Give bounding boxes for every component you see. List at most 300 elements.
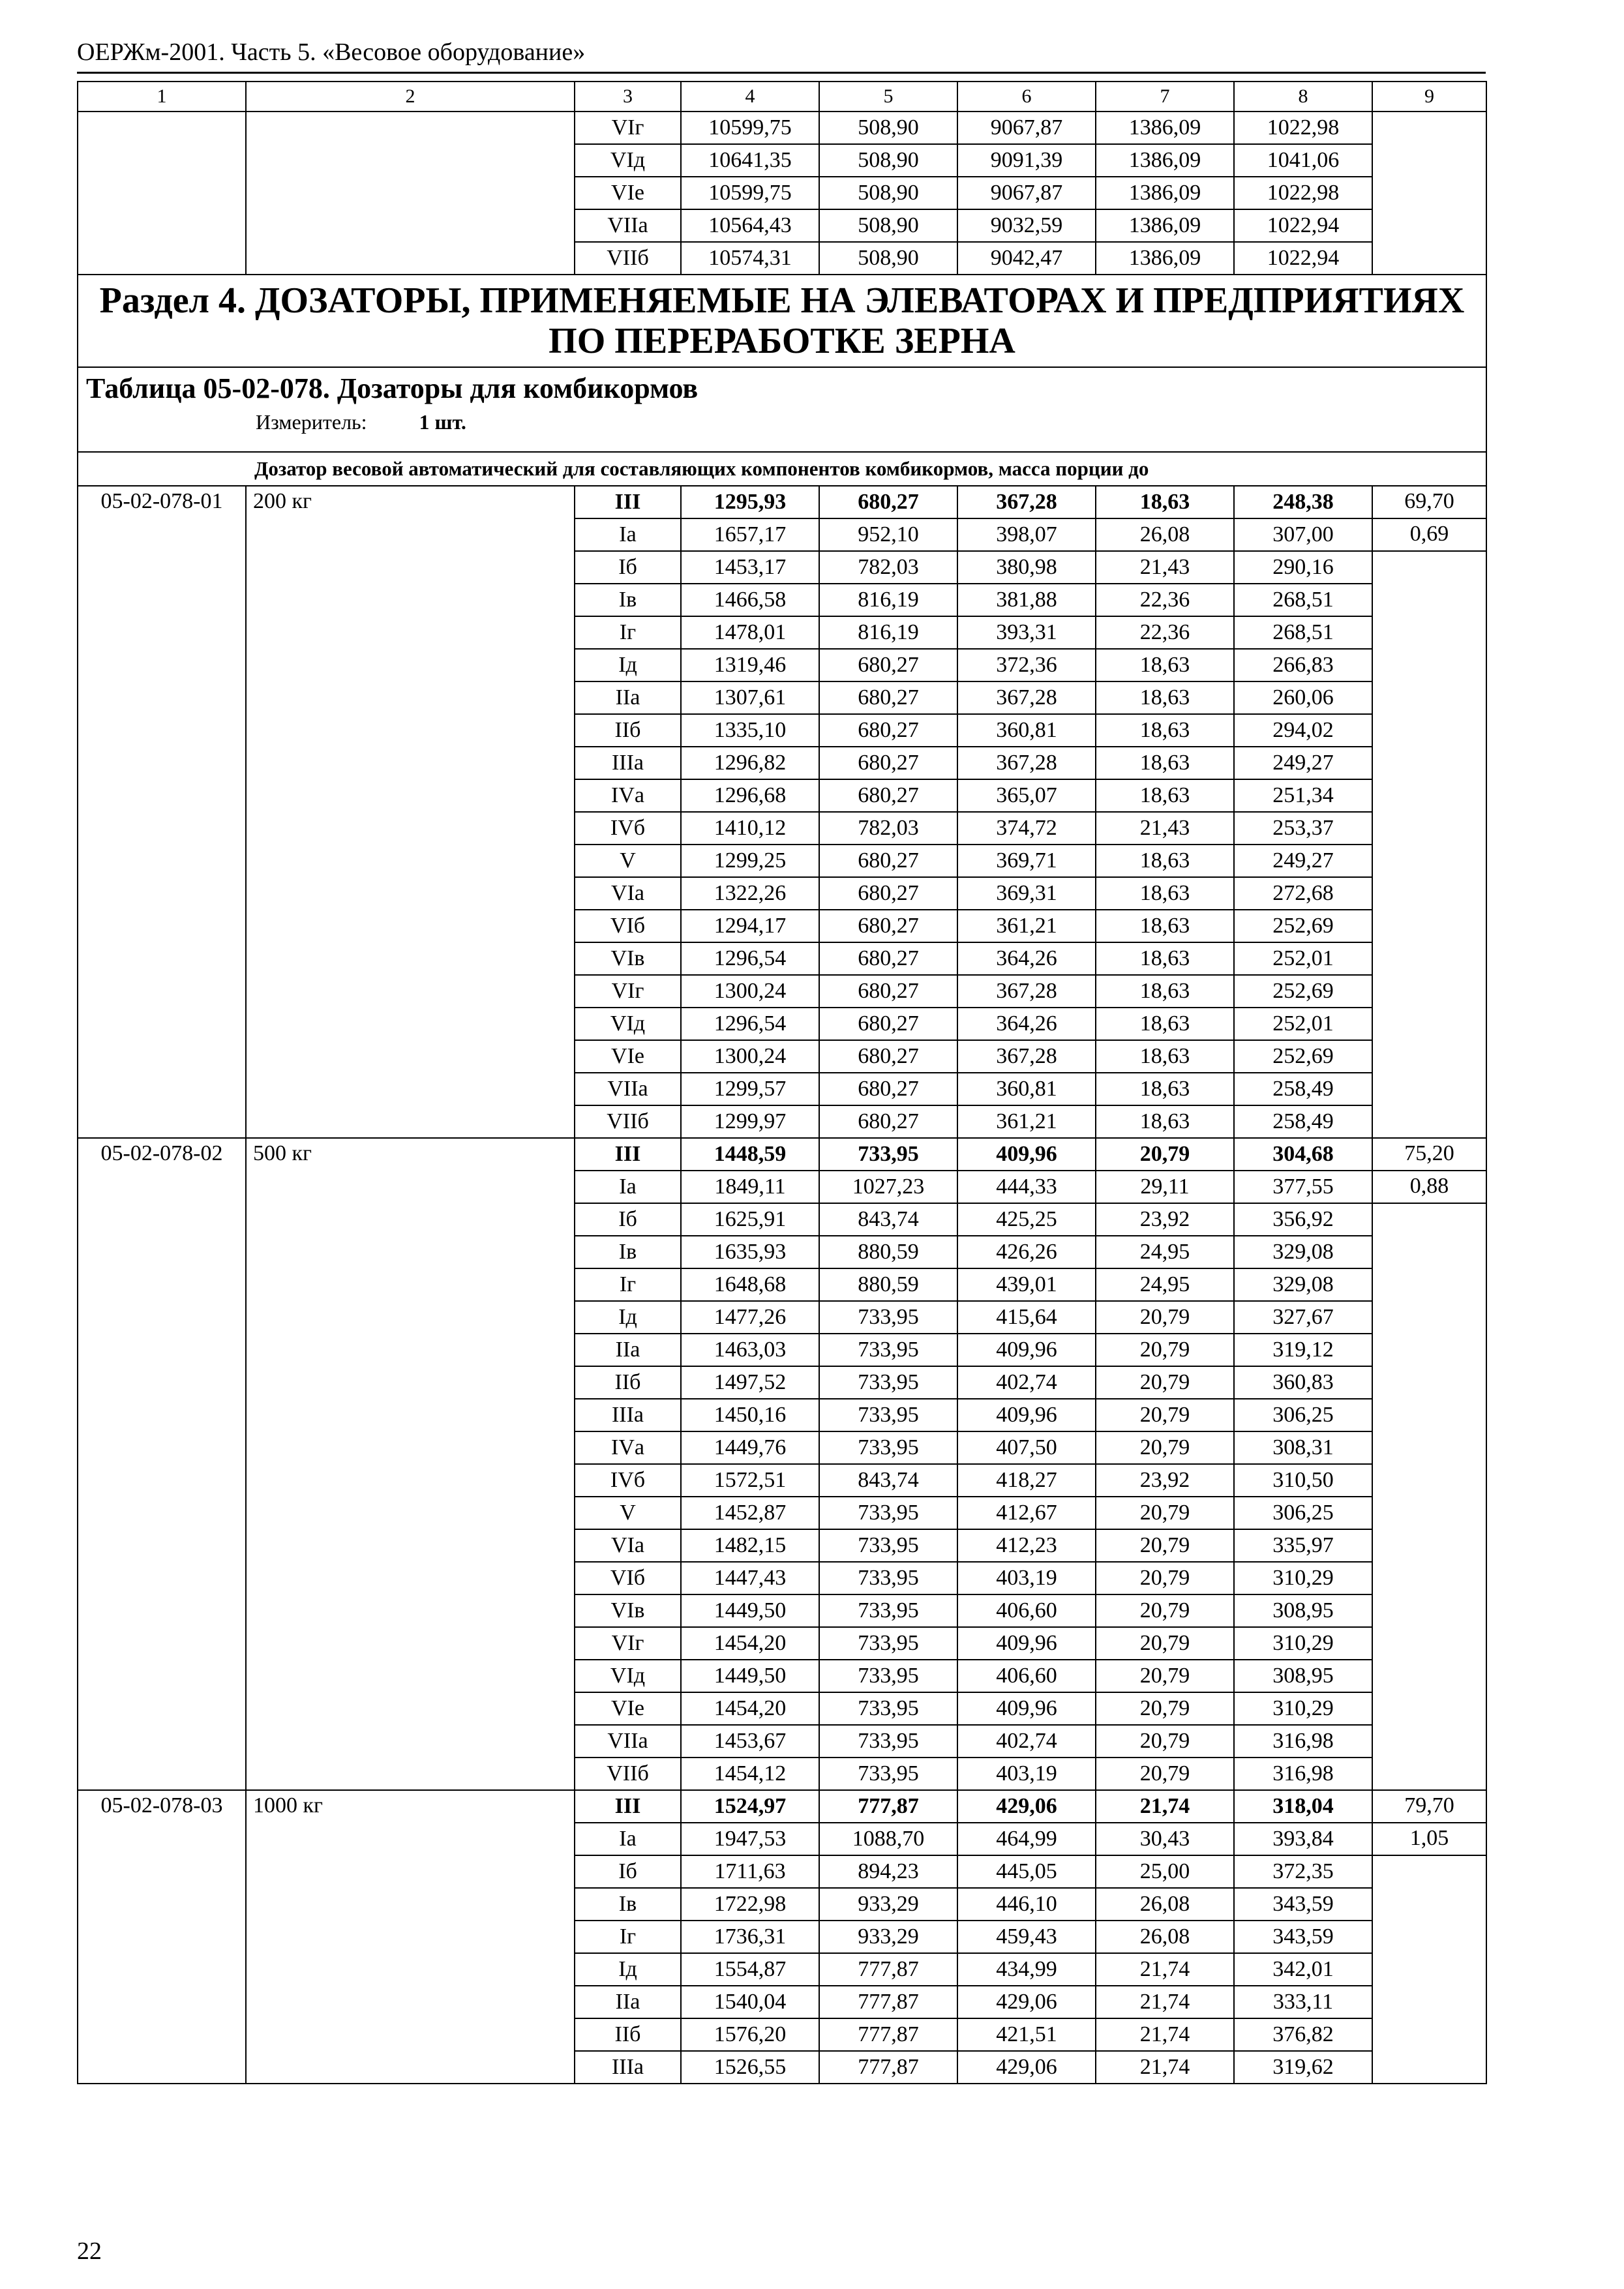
value-cell: 18,63 [1096,779,1234,812]
value-cell: 409,96 [957,1627,1096,1660]
empty-coef-cell [1372,551,1486,1138]
value-cell: 1635,93 [681,1236,819,1268]
value-cell: 733,95 [819,1366,957,1399]
value-cell: 421,51 [957,2018,1096,2051]
table-row [78,1790,1486,1823]
region-cell: IIб [575,714,681,747]
region-cell: VIг [575,975,681,1008]
value-cell: 21,43 [1096,551,1234,584]
value-cell: 880,59 [819,1236,957,1268]
value-cell: 1088,70 [819,1823,957,1855]
value-cell: 1947,53 [681,1823,819,1855]
value-cell: 367,28 [957,975,1096,1008]
value-cell: 680,27 [819,714,957,747]
value-cell: 360,83 [1234,1366,1372,1399]
value-cell: 407,50 [957,1431,1096,1464]
measure-label: Измеритель: [256,410,367,434]
measure-line [86,410,1478,434]
value-cell: 1386,09 [1096,177,1234,209]
value-cell: 429,06 [957,2051,1096,2084]
region-cell: IIIа [575,1399,681,1431]
value-cell: 403,19 [957,1758,1096,1790]
region-cell: III [575,1790,681,1823]
value-cell: 508,90 [819,144,957,177]
measure-value: 1 шт. [419,410,466,434]
value-cell: 1452,87 [681,1497,819,1529]
value-cell: 10599,75 [681,112,819,144]
value-cell: 777,87 [819,1790,957,1823]
region-cell: IIIа [575,747,681,779]
value-cell: 367,28 [957,747,1096,779]
value-cell: 369,71 [957,845,1096,877]
region-cell: Iа [575,1171,681,1203]
value-cell: 342,01 [1234,1953,1372,1986]
value-cell: 9032,59 [957,209,1096,242]
value-cell: 18,63 [1096,1008,1234,1040]
region-cell: IIб [575,1366,681,1399]
value-cell: 680,27 [819,910,957,942]
value-cell: 402,74 [957,1366,1096,1399]
value-cell: 1386,09 [1096,209,1234,242]
region-cell: VIе [575,1692,681,1725]
page-number: 22 [77,2237,102,2265]
empty-code-cell [78,112,246,275]
value-cell: 733,95 [819,1301,957,1334]
region-cell: IVа [575,1431,681,1464]
value-cell: 733,95 [819,1431,957,1464]
rate-name: 500 кг [246,1138,575,1790]
value-cell: 20,79 [1096,1366,1234,1399]
value-cell: 1299,25 [681,845,819,877]
value-cell: 18,63 [1096,747,1234,779]
rates-table-body [78,82,1486,2084]
value-cell: 20,79 [1096,1399,1234,1431]
region-cell: VIа [575,877,681,910]
value-cell: 316,98 [1234,1758,1372,1790]
value-cell: 29,11 [1096,1171,1234,1203]
value-cell: 306,25 [1234,1497,1372,1529]
value-cell: 18,63 [1096,845,1234,877]
region-cell: Iб [575,551,681,584]
value-cell: 335,97 [1234,1529,1372,1562]
value-cell: 20,79 [1096,1692,1234,1725]
value-cell: 307,00 [1234,518,1372,551]
rate-name: 200 кг [246,486,575,1138]
value-cell: 22,36 [1096,584,1234,616]
value-cell: 18,63 [1096,486,1234,518]
value-cell: 412,67 [957,1497,1096,1529]
region-cell: Iа [575,518,681,551]
region-cell: VIIб [575,1105,681,1138]
region-cell: Iд [575,1301,681,1334]
value-cell: 369,31 [957,877,1096,910]
value-cell: 1722,98 [681,1888,819,1921]
value-cell: 1448,59 [681,1138,819,1171]
value-cell: 18,63 [1096,942,1234,975]
value-cell: 20,79 [1096,1138,1234,1171]
value-cell: 252,69 [1234,975,1372,1008]
region-cell: IIIа [575,2051,681,2084]
value-cell: 20,79 [1096,1594,1234,1627]
value-cell: 434,99 [957,1953,1096,1986]
value-cell: 1022,98 [1234,177,1372,209]
empty-name-cell [246,112,575,275]
region-cell: Iг [575,616,681,649]
page-header-title: ОЕРЖм-2001. Часть 5. «Весовое оборудование» [77,38,586,66]
value-cell: 380,98 [957,551,1096,584]
value-cell: 680,27 [819,975,957,1008]
region-cell: Iа [575,1823,681,1855]
value-cell: 508,90 [819,242,957,275]
value-cell: 680,27 [819,1040,957,1073]
value-cell: 733,95 [819,1692,957,1725]
value-cell: 464,99 [957,1823,1096,1855]
value-cell: 1648,68 [681,1268,819,1301]
table-subtitle: Дозатор весовой автоматический для составляющих компонентов комбикормов, масса порции до [78,452,1486,486]
region-cell: VIе [575,1040,681,1073]
value-cell: 777,87 [819,1986,957,2018]
value-cell: 377,55 [1234,1171,1372,1203]
value-cell: 310,50 [1234,1464,1372,1497]
value-cell: 1450,16 [681,1399,819,1431]
region-cell: IVа [575,779,681,812]
coef-cell: 0,69 [1372,518,1486,551]
value-cell: 1625,91 [681,1203,819,1236]
section-title: Раздел 4. ДОЗАТОРЫ, ПРИМЕНЯЕМЫЕ НА ЭЛЕВАТОРАХ И ПРЕДПРИЯТИЯХ ПО ПЕРЕРАБОТКЕ ЗЕРНА [78,275,1486,367]
value-cell: 367,28 [957,486,1096,518]
value-cell: 1299,57 [681,1073,819,1105]
coef-cell: 1,05 [1372,1823,1486,1855]
rates-table [77,81,1487,2084]
region-cell: V [575,845,681,877]
value-cell: 1454,20 [681,1627,819,1660]
value-cell: 1477,26 [681,1301,819,1334]
region-cell: VIIа [575,1073,681,1105]
value-cell: 318,04 [1234,1790,1372,1823]
value-cell: 20,79 [1096,1562,1234,1594]
value-cell: 439,01 [957,1268,1096,1301]
value-cell: 268,51 [1234,616,1372,649]
value-cell: 310,29 [1234,1692,1372,1725]
region-cell: VIд [575,1008,681,1040]
value-cell: 23,92 [1096,1464,1234,1497]
value-cell: 1027,23 [819,1171,957,1203]
value-cell: 816,19 [819,584,957,616]
rate-code: 05-02-078-02 [78,1138,246,1790]
value-cell: 316,98 [1234,1725,1372,1758]
column-number: 8 [1234,82,1372,112]
value-cell: 1482,15 [681,1529,819,1562]
value-cell: 1466,58 [681,584,819,616]
value-cell: 1478,01 [681,616,819,649]
value-cell: 343,59 [1234,1921,1372,1953]
value-cell: 24,95 [1096,1236,1234,1268]
value-cell: 248,38 [1234,486,1372,518]
value-cell: 304,68 [1234,1138,1372,1171]
value-cell: 733,95 [819,1594,957,1627]
value-cell: 252,69 [1234,1040,1372,1073]
region-cell: VIIб [575,242,681,275]
value-cell: 258,49 [1234,1105,1372,1138]
value-cell: 393,84 [1234,1823,1372,1855]
value-cell: 1386,09 [1096,112,1234,144]
value-cell: 9042,47 [957,242,1096,275]
table-title: Таблица 05-02-078. Дозаторы для комбикормов [86,372,699,404]
region-cell: Iг [575,1268,681,1301]
region-cell: VIд [575,144,681,177]
value-cell: 1463,03 [681,1334,819,1366]
value-cell: 777,87 [819,2051,957,2084]
value-cell: 777,87 [819,1953,957,1986]
value-cell: 880,59 [819,1268,957,1301]
region-cell: Iв [575,1888,681,1921]
region-cell: Iг [575,1921,681,1953]
value-cell: 308,31 [1234,1431,1372,1464]
column-number: 2 [246,82,575,112]
value-cell: 418,27 [957,1464,1096,1497]
value-cell: 20,79 [1096,1627,1234,1660]
region-cell: III [575,486,681,518]
value-cell: 733,95 [819,1497,957,1529]
value-cell: 360,81 [957,714,1096,747]
column-number: 9 [1372,82,1486,112]
value-cell: 249,27 [1234,747,1372,779]
value-cell: 372,35 [1234,1855,1372,1888]
value-cell: 10641,35 [681,144,819,177]
value-cell: 18,63 [1096,681,1234,714]
value-cell: 1657,17 [681,518,819,551]
value-cell: 933,29 [819,1888,957,1921]
value-cell: 18,63 [1096,649,1234,681]
value-cell: 26,08 [1096,518,1234,551]
column-number: 1 [78,82,246,112]
value-cell: 364,26 [957,1008,1096,1040]
value-cell: 1299,97 [681,1105,819,1138]
value-cell: 1386,09 [1096,144,1234,177]
value-cell: 376,82 [1234,2018,1372,2051]
empty-coef-cell [1372,1203,1486,1790]
region-cell: VIIа [575,1725,681,1758]
value-cell: 18,63 [1096,1073,1234,1105]
region-cell: VIIб [575,1758,681,1790]
value-cell: 329,08 [1234,1236,1372,1268]
value-cell: 733,95 [819,1660,957,1692]
column-number: 6 [957,82,1096,112]
region-cell: V [575,1497,681,1529]
value-cell: 680,27 [819,877,957,910]
value-cell: 1300,24 [681,975,819,1008]
value-cell: 290,16 [1234,551,1372,584]
value-cell: 1296,54 [681,942,819,975]
value-cell: 252,01 [1234,1008,1372,1040]
value-cell: 733,95 [819,1562,957,1594]
column-number-row [78,82,1486,112]
value-cell: 680,27 [819,747,957,779]
coef-cell: 0,88 [1372,1171,1486,1203]
coef-cell: 79,70 [1372,1790,1486,1823]
value-cell: 18,63 [1096,1040,1234,1073]
table-title-row [78,367,1486,452]
table-subtitle-row [78,452,1486,486]
region-cell: Iв [575,1236,681,1268]
value-cell: 258,49 [1234,1073,1372,1105]
value-cell: 21,43 [1096,812,1234,845]
value-cell: 733,95 [819,1725,957,1758]
value-cell: 409,96 [957,1399,1096,1431]
region-cell: Iд [575,1953,681,1986]
region-cell: IIа [575,681,681,714]
value-cell: 1386,09 [1096,242,1234,275]
value-cell: 22,36 [1096,616,1234,649]
value-cell: 310,29 [1234,1627,1372,1660]
value-cell: 680,27 [819,649,957,681]
value-cell: 1447,43 [681,1562,819,1594]
value-cell: 680,27 [819,1008,957,1040]
value-cell: 327,67 [1234,1301,1372,1334]
value-cell: 1453,17 [681,551,819,584]
value-cell: 1736,31 [681,1921,819,1953]
value-cell: 1022,98 [1234,112,1372,144]
value-cell: 18,63 [1096,877,1234,910]
value-cell: 21,74 [1096,1986,1234,2018]
value-cell: 933,29 [819,1921,957,1953]
value-cell: 1319,46 [681,649,819,681]
value-cell: 1449,50 [681,1660,819,1692]
value-cell: 253,37 [1234,812,1372,845]
value-cell: 20,79 [1096,1301,1234,1334]
value-cell: 393,31 [957,616,1096,649]
region-cell: IVб [575,1464,681,1497]
value-cell: 1300,24 [681,1040,819,1073]
value-cell: 319,62 [1234,2051,1372,2084]
value-cell: 10574,31 [681,242,819,275]
value-cell: 9067,87 [957,112,1096,144]
value-cell: 251,34 [1234,779,1372,812]
value-cell: 444,33 [957,1171,1096,1203]
value-cell: 249,27 [1234,845,1372,877]
region-cell: Iв [575,584,681,616]
value-cell: 1295,93 [681,486,819,518]
value-cell: 782,03 [819,812,957,845]
empty-coef-cell [1372,112,1486,275]
value-cell: 20,79 [1096,1529,1234,1562]
region-cell: Iб [575,1855,681,1888]
value-cell: 18,63 [1096,910,1234,942]
value-cell: 367,28 [957,1040,1096,1073]
value-cell: 403,19 [957,1562,1096,1594]
empty-coef-cell [1372,1855,1486,2084]
value-cell: 268,51 [1234,584,1372,616]
value-cell: 459,43 [957,1921,1096,1953]
value-cell: 18,63 [1096,1105,1234,1138]
value-cell: 367,28 [957,681,1096,714]
value-cell: 1296,68 [681,779,819,812]
value-cell: 1041,06 [1234,144,1372,177]
region-cell: IVб [575,812,681,845]
value-cell: 680,27 [819,845,957,877]
value-cell: 10564,43 [681,209,819,242]
value-cell: 429,06 [957,1790,1096,1823]
coef-cell: 75,20 [1372,1138,1486,1171]
value-cell: 1554,87 [681,1953,819,1986]
value-cell: 680,27 [819,942,957,975]
value-cell: 445,05 [957,1855,1096,1888]
region-cell: VIе [575,177,681,209]
value-cell: 409,96 [957,1138,1096,1171]
region-cell: VIб [575,910,681,942]
region-cell: IIа [575,1986,681,2018]
table-row [78,1138,1486,1171]
value-cell: 374,72 [957,812,1096,845]
section-row [78,275,1486,367]
value-cell: 782,03 [819,551,957,584]
column-number: 3 [575,82,681,112]
value-cell: 1449,76 [681,1431,819,1464]
value-cell: 1711,63 [681,1855,819,1888]
value-cell: 1454,20 [681,1692,819,1725]
value-cell: 23,92 [1096,1203,1234,1236]
value-cell: 361,21 [957,910,1096,942]
value-cell: 425,25 [957,1203,1096,1236]
value-cell: 733,95 [819,1138,957,1171]
value-cell: 1296,82 [681,747,819,779]
region-cell: VIв [575,1594,681,1627]
value-cell: 1497,52 [681,1366,819,1399]
value-cell: 406,60 [957,1594,1096,1627]
value-cell: 409,96 [957,1334,1096,1366]
value-cell: 1572,51 [681,1464,819,1497]
value-cell: 733,95 [819,1529,957,1562]
value-cell: 30,43 [1096,1823,1234,1855]
value-cell: 1022,94 [1234,209,1372,242]
value-cell: 364,26 [957,942,1096,975]
value-cell: 21,74 [1096,1953,1234,1986]
value-cell: 680,27 [819,1105,957,1138]
coef-cell: 69,70 [1372,486,1486,518]
value-cell: 508,90 [819,209,957,242]
value-cell: 252,69 [1234,910,1372,942]
rate-code: 05-02-078-03 [78,1790,246,2084]
value-cell: 310,29 [1234,1562,1372,1594]
value-cell: 20,79 [1096,1725,1234,1758]
value-cell: 409,96 [957,1692,1096,1725]
value-cell: 24,95 [1096,1268,1234,1301]
region-cell: VIг [575,112,681,144]
column-number: 4 [681,82,819,112]
value-cell: 20,79 [1096,1497,1234,1529]
value-cell: 308,95 [1234,1660,1372,1692]
value-cell: 398,07 [957,518,1096,551]
value-cell: 18,63 [1096,714,1234,747]
value-cell: 415,64 [957,1301,1096,1334]
value-cell: 843,74 [819,1464,957,1497]
value-cell: 21,74 [1096,2051,1234,2084]
value-cell: 777,87 [819,2018,957,2051]
value-cell: 1540,04 [681,1986,819,2018]
value-cell: 294,02 [1234,714,1372,747]
value-cell: 329,08 [1234,1268,1372,1301]
value-cell: 508,90 [819,112,957,144]
value-cell: 680,27 [819,486,957,518]
value-cell: 1526,55 [681,2051,819,2084]
region-cell: VIIа [575,209,681,242]
value-cell: 9091,39 [957,144,1096,177]
column-number: 7 [1096,82,1234,112]
value-cell: 733,95 [819,1627,957,1660]
region-cell: IIа [575,1334,681,1366]
value-cell: 508,90 [819,177,957,209]
value-cell: 1335,10 [681,714,819,747]
